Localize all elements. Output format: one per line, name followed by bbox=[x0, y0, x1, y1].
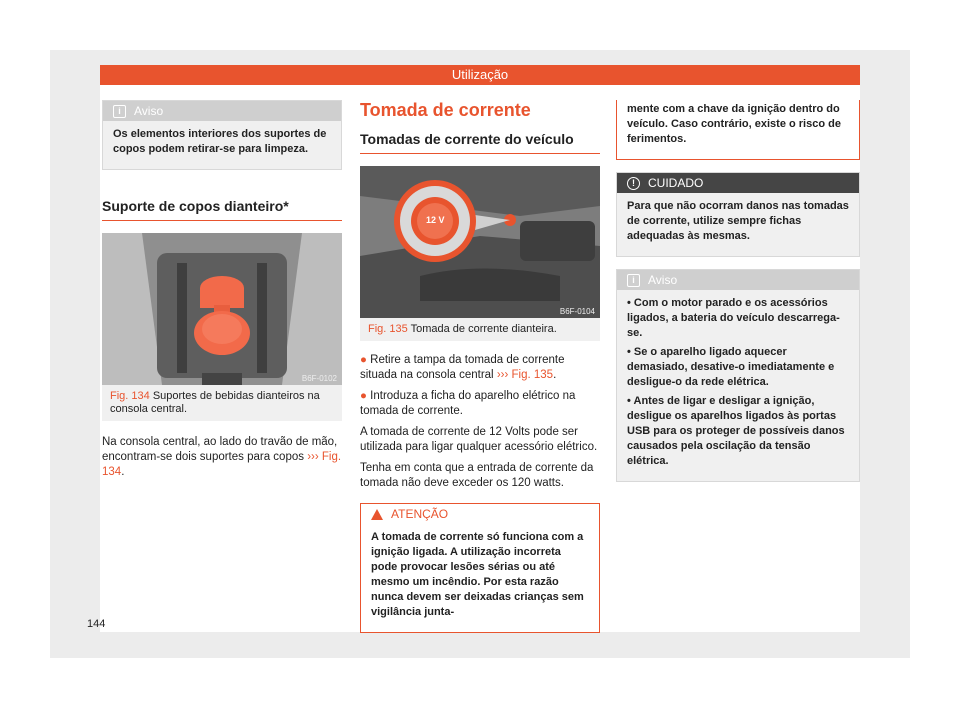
aviso-item-text: Se o aparelho ligado aquecer demasiado, desative-o imediatamente e desligue-o da rede elétrica. bbox=[627, 346, 835, 388]
aviso-list-item: • Antes de ligar e desligar a ignição, desligue os aparelhos ligados às portas USB para os proteger de possíveis danos causados pela oscilação da tensão elétrica. bbox=[627, 395, 845, 467]
atencao-text: A tomada de corrente só funciona com a ignição ligada. A utilização incorreta pode provocar lesões sérias ou até mesmo um incêndio. Por esta razão nunca devem ser deixadas crianças sem vigilância junta- bbox=[371, 531, 584, 618]
cup-holder-illustration bbox=[102, 233, 342, 385]
atencao-warning bbox=[360, 503, 600, 633]
bullet-icon: ● bbox=[360, 390, 367, 402]
aviso-note-title: Aviso bbox=[648, 273, 678, 287]
chapter-title: Tomada de corrente bbox=[360, 100, 531, 120]
cuidado-text: Para que não ocorram danos nas tomadas de corrente, utilize sempre fichas adequadas às mesmas. bbox=[627, 200, 849, 242]
aviso-note-header bbox=[103, 101, 341, 121]
bullet-text: Introduza a ficha do aparelho elétrico na tomada de corrente. bbox=[360, 390, 576, 417]
figure-code: B6F-0102 bbox=[301, 374, 337, 383]
column-right bbox=[616, 100, 860, 482]
figure-caption bbox=[102, 385, 342, 421]
atencao-header bbox=[361, 504, 599, 524]
aviso-item-text: Antes de ligar e desligar a ignição, desligue os aparelhos ligados às portas USB para os proteger de possíveis danos causados pela oscilação da tensão elétrica. bbox=[627, 395, 845, 467]
body-paragraph: Tenha em conta que a entrada de corrente da tomada não deve exceder os 120 watts. bbox=[360, 462, 594, 489]
cuidado-header bbox=[617, 173, 859, 193]
aviso-note bbox=[616, 269, 860, 482]
bullet-end: . bbox=[553, 369, 557, 381]
body-text bbox=[360, 353, 600, 491]
figure-reference-link[interactable]: ››› Fig. 134 bbox=[102, 451, 342, 478]
socket-label: 12 V bbox=[426, 215, 445, 225]
figure-caption bbox=[360, 318, 600, 341]
info-icon: i bbox=[627, 274, 640, 287]
page-header: Utilização bbox=[100, 65, 860, 85]
figure-cup-holders bbox=[102, 233, 342, 385]
aviso-item-text: Com o motor parado e os acessórios ligados, a bateria do veículo descarrega-se. bbox=[627, 297, 840, 339]
body-paragraph: Na consola central, ao lado do travão de mão, encontram-se dois suportes para copos bbox=[102, 436, 338, 463]
section-title: Suporte de copos dianteiro* bbox=[102, 198, 342, 221]
figure-caption-text: Tomada de corrente dianteira. bbox=[410, 323, 557, 335]
figure-power-socket bbox=[360, 166, 600, 318]
exclamation-icon: ! bbox=[627, 177, 640, 190]
aviso-note-text: Os elementos interiores dos suportes de copos podem retirar-se para limpeza. bbox=[113, 128, 327, 155]
aviso-note-header bbox=[617, 270, 859, 290]
bullet-item bbox=[360, 389, 600, 419]
power-socket-illustration bbox=[360, 166, 600, 318]
aviso-note bbox=[102, 100, 342, 170]
aviso-list-item: • Se o aparelho ligado aquecer demasiado, desative-o imediatamente e desligue-o da rede elétrica. bbox=[627, 346, 835, 388]
bullet-text: Retire a tampa da tomada de corrente situada na consola central bbox=[360, 354, 565, 381]
bullet-item bbox=[360, 353, 600, 383]
column-left bbox=[102, 100, 342, 486]
atencao-warning-continued bbox=[616, 100, 860, 160]
aviso-note-title: Aviso bbox=[134, 104, 164, 118]
bullet-icon: ● bbox=[360, 354, 367, 366]
cuidado-title: CUIDADO bbox=[648, 176, 704, 190]
atencao-text-continued: mente com a chave da ignição dentro do veículo. Caso contrário, existe o risco de ferimentos. bbox=[627, 103, 841, 145]
figure-reference-link[interactable]: ››› Fig. 135 bbox=[496, 369, 554, 381]
figure-number: Fig. 134 bbox=[110, 390, 150, 402]
figure-caption-text: Suportes de bebidas dianteiros na consola central. bbox=[110, 390, 320, 415]
body-text bbox=[102, 435, 342, 480]
aviso-list-item: • Com o motor parado e os acessórios ligados, a bateria do veículo descarrega-se. bbox=[627, 297, 840, 339]
body-paragraph: A tomada de corrente de 12 Volts pode ser utilizada para ligar qualquer acessório elétrico. bbox=[360, 426, 598, 453]
figure-code: B6F-0104 bbox=[559, 307, 595, 316]
column-middle bbox=[360, 100, 600, 633]
info-icon: i bbox=[113, 105, 126, 118]
body-end: . bbox=[121, 466, 125, 478]
cuidado-note bbox=[616, 172, 860, 257]
warning-triangle-icon bbox=[371, 509, 383, 520]
section-subtitle: Tomadas de corrente do veículo bbox=[360, 131, 600, 154]
figure-number: Fig. 135 bbox=[368, 323, 408, 335]
atencao-title: ATENÇÃO bbox=[391, 507, 449, 521]
page-number: 144 bbox=[87, 618, 106, 630]
